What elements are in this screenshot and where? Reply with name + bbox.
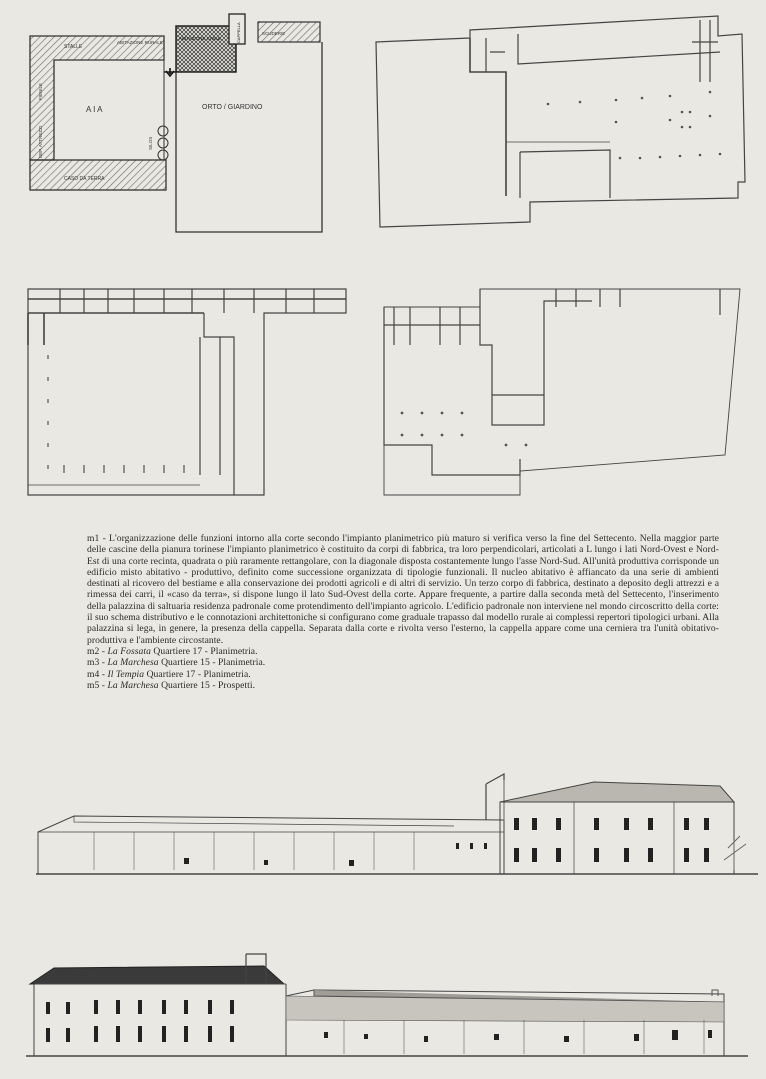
label-scuderie: SCUDERIE (262, 31, 286, 36)
caption-m1-text: - L'organizzazione delle funzioni intorno alla corte secondo l'impianto planimetrico più maturo si verifica verso la fine del Settecento. Nella maggior parte delle cascine della pianura torinese l'impianto planimetrico è costituito da corpi di fabbrica, tra loro perpendicolari, articolati a L lungo i lati Nord-Ovest e Nord-Est di una corte recinta, quadrata o più raramente rettangolare, con la diagonale disposta costantemente lungo l'asse Nord-Sud. All'unità produttiva corrisponde un edificio misto abitativo - produttivo, definito come successione organizzata di tipologie funzionali. Il nucleo abitativo è affiancato da una serie di ambienti destinati al ricovero del bestiame e alla conservazione dei prodotti agricoli e di altri di servizio. Un terzo corpo di fabbrica, destinato a deposito degli attrezzi e a rimessa dei carri, il «caso da terra», si dispone lungo il lato Sud-Ovest della corte. Appare frequente, a partire dalla seconda metà del Settecento, l'inserimento della palazzina di saltuaria residenza padronale come protendimento dell'impianto agricolo. L'edificio padronale non interviene nel mondo circoscritto della corte: il suo schema distributivo e le connotazioni architettoniche si configurano come graduale trapasso dal modello rurale ai complessi repertori tipologici urbani. Alla palazzina si lega, in genere, la presenza della cappella. Separata dalla corte e rivolta verso l'esterno, la cappella appare come una cerniera tra l'unità obitativo-produttiva e l'ambiente circostante. (87, 533, 719, 646)
label-stalle: STALLE (64, 44, 83, 50)
figure-m5-elevation-1 (34, 770, 760, 880)
label-caso-da-terra: CASO DA TERRA (64, 176, 105, 182)
figure-m1-schema (24, 10, 334, 235)
caption-m1-paragraph (87, 533, 719, 646)
figure-m2-plan (370, 12, 760, 232)
caption-ref-m5: m5 - La Marchesa Quartiere 15 - Prospetti. (87, 679, 256, 691)
caption-ref-m4: m4 - Il Tempia Quartiere 17 - Planimetria. (87, 668, 251, 680)
caption-m1-id: m1 (87, 533, 100, 544)
caption-ref-m3: m3 - La Marchesa Quartiere 15 - Planimetria. (87, 657, 266, 669)
figure-m3-plan (24, 285, 354, 497)
figure-m5-elevation-2 (24, 950, 750, 1060)
label-orto-giardino: ORTO / GIARDINO (202, 104, 263, 111)
label-silos: SILOS (148, 136, 153, 150)
label-abitazione-rurale: ABITAZIONE RURALE (117, 40, 163, 45)
label-depositi: DEP. ATTREZZI (38, 125, 43, 158)
caption-text (87, 533, 719, 691)
label-cappella: CAPPELLA (236, 22, 241, 43)
caption-ref-m2: m2 - La Fossata Quartiere 17 - Planimetria. (87, 645, 258, 657)
label-abitazione-civile: ABITAZIONE CIVILE (179, 36, 221, 41)
label-fienile: FIENILE (38, 82, 43, 100)
label-aia: A I A (86, 105, 103, 114)
figure-m4-plan (380, 285, 742, 497)
